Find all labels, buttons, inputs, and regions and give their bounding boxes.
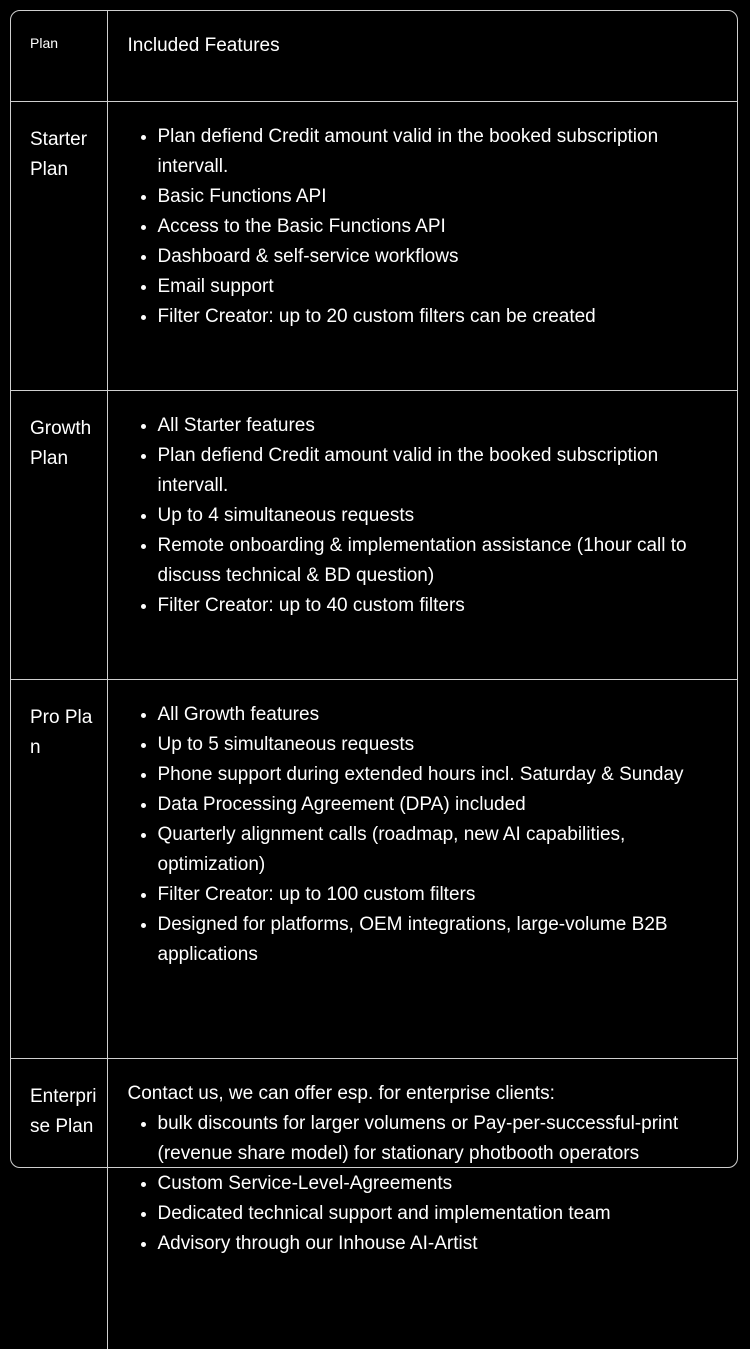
features-column-header: Included Features <box>107 11 737 102</box>
list-item: • Up to 5 simultaneous requests <box>158 730 726 760</box>
plan-name-pro: Pro Plan <box>11 680 107 1059</box>
feature-list-starter <box>128 122 726 332</box>
list-item: • Custom Service-Level-Agreements <box>158 1169 726 1199</box>
table-row-pro-plan <box>11 680 737 1059</box>
list-item: • All Growth features <box>158 700 726 730</box>
list-item: • Access to the Basic Functions API <box>158 212 726 242</box>
list-item: • Phone support during extended hours incl. Saturday & Sunday <box>158 760 726 790</box>
list-item: • All Starter features <box>158 411 726 441</box>
plan-name-growth: Growth Plan <box>11 391 107 680</box>
table-row-enterprise-plan <box>11 1059 737 1349</box>
plan-name-starter: Starter Plan <box>11 102 107 391</box>
plans-table <box>10 10 738 1168</box>
list-item: • Filter Creator: up to 100 custom filters <box>158 880 726 910</box>
enterprise-intro-text: Contact us, we can offer esp. for enterprise clients: <box>128 1079 726 1109</box>
list-item: • Designed for platforms, OEM integrations, large-volume B2B applications <box>158 910 726 970</box>
list-item: • Dedicated technical support and implementation team <box>158 1199 726 1229</box>
feature-cell-growth <box>107 391 737 680</box>
list-item: • Advisory through our Inhouse AI-Artist <box>158 1229 726 1259</box>
plan-column-header: Plan <box>11 11 107 102</box>
list-item: • Filter Creator: up to 20 custom filters can be created <box>158 302 726 332</box>
table-row-growth-plan <box>11 391 737 680</box>
feature-list-enterprise <box>128 1109 726 1259</box>
table-header-row <box>11 11 737 102</box>
plans-features-table <box>11 11 737 1349</box>
feature-list-growth <box>128 411 726 621</box>
list-item: • Email support <box>158 272 726 302</box>
list-item: • bulk discounts for larger volumens or Pay-per-successful-print (revenue share model) for stationary photbooth operators <box>158 1109 726 1169</box>
plan-name-enterprise: Enterprise Plan <box>11 1059 107 1349</box>
list-item: • Plan defiend Credit amount valid in the booked subscription intervall. <box>158 122 726 182</box>
list-item: • Quarterly alignment calls (roadmap, new AI capabilities, optimization) <box>158 820 726 880</box>
list-item: • Basic Functions API <box>158 182 726 212</box>
list-item: • Filter Creator: up to 40 custom filters <box>158 591 726 621</box>
list-item: • Up to 4 simultaneous requests <box>158 501 726 531</box>
list-item: • Dashboard & self-service workflows <box>158 242 726 272</box>
table-row-starter-plan <box>11 102 737 391</box>
list-item: • Remote onboarding & implementation assistance (1hour call to discuss technical & BD question) <box>158 531 726 591</box>
feature-cell-enterprise <box>107 1059 737 1349</box>
list-item: • Plan defiend Credit amount valid in the booked subscription intervall. <box>158 441 726 501</box>
list-item: • Data Processing Agreement (DPA) included <box>158 790 726 820</box>
feature-list-pro <box>128 700 726 970</box>
feature-cell-pro <box>107 680 737 1059</box>
feature-cell-starter <box>107 102 737 391</box>
